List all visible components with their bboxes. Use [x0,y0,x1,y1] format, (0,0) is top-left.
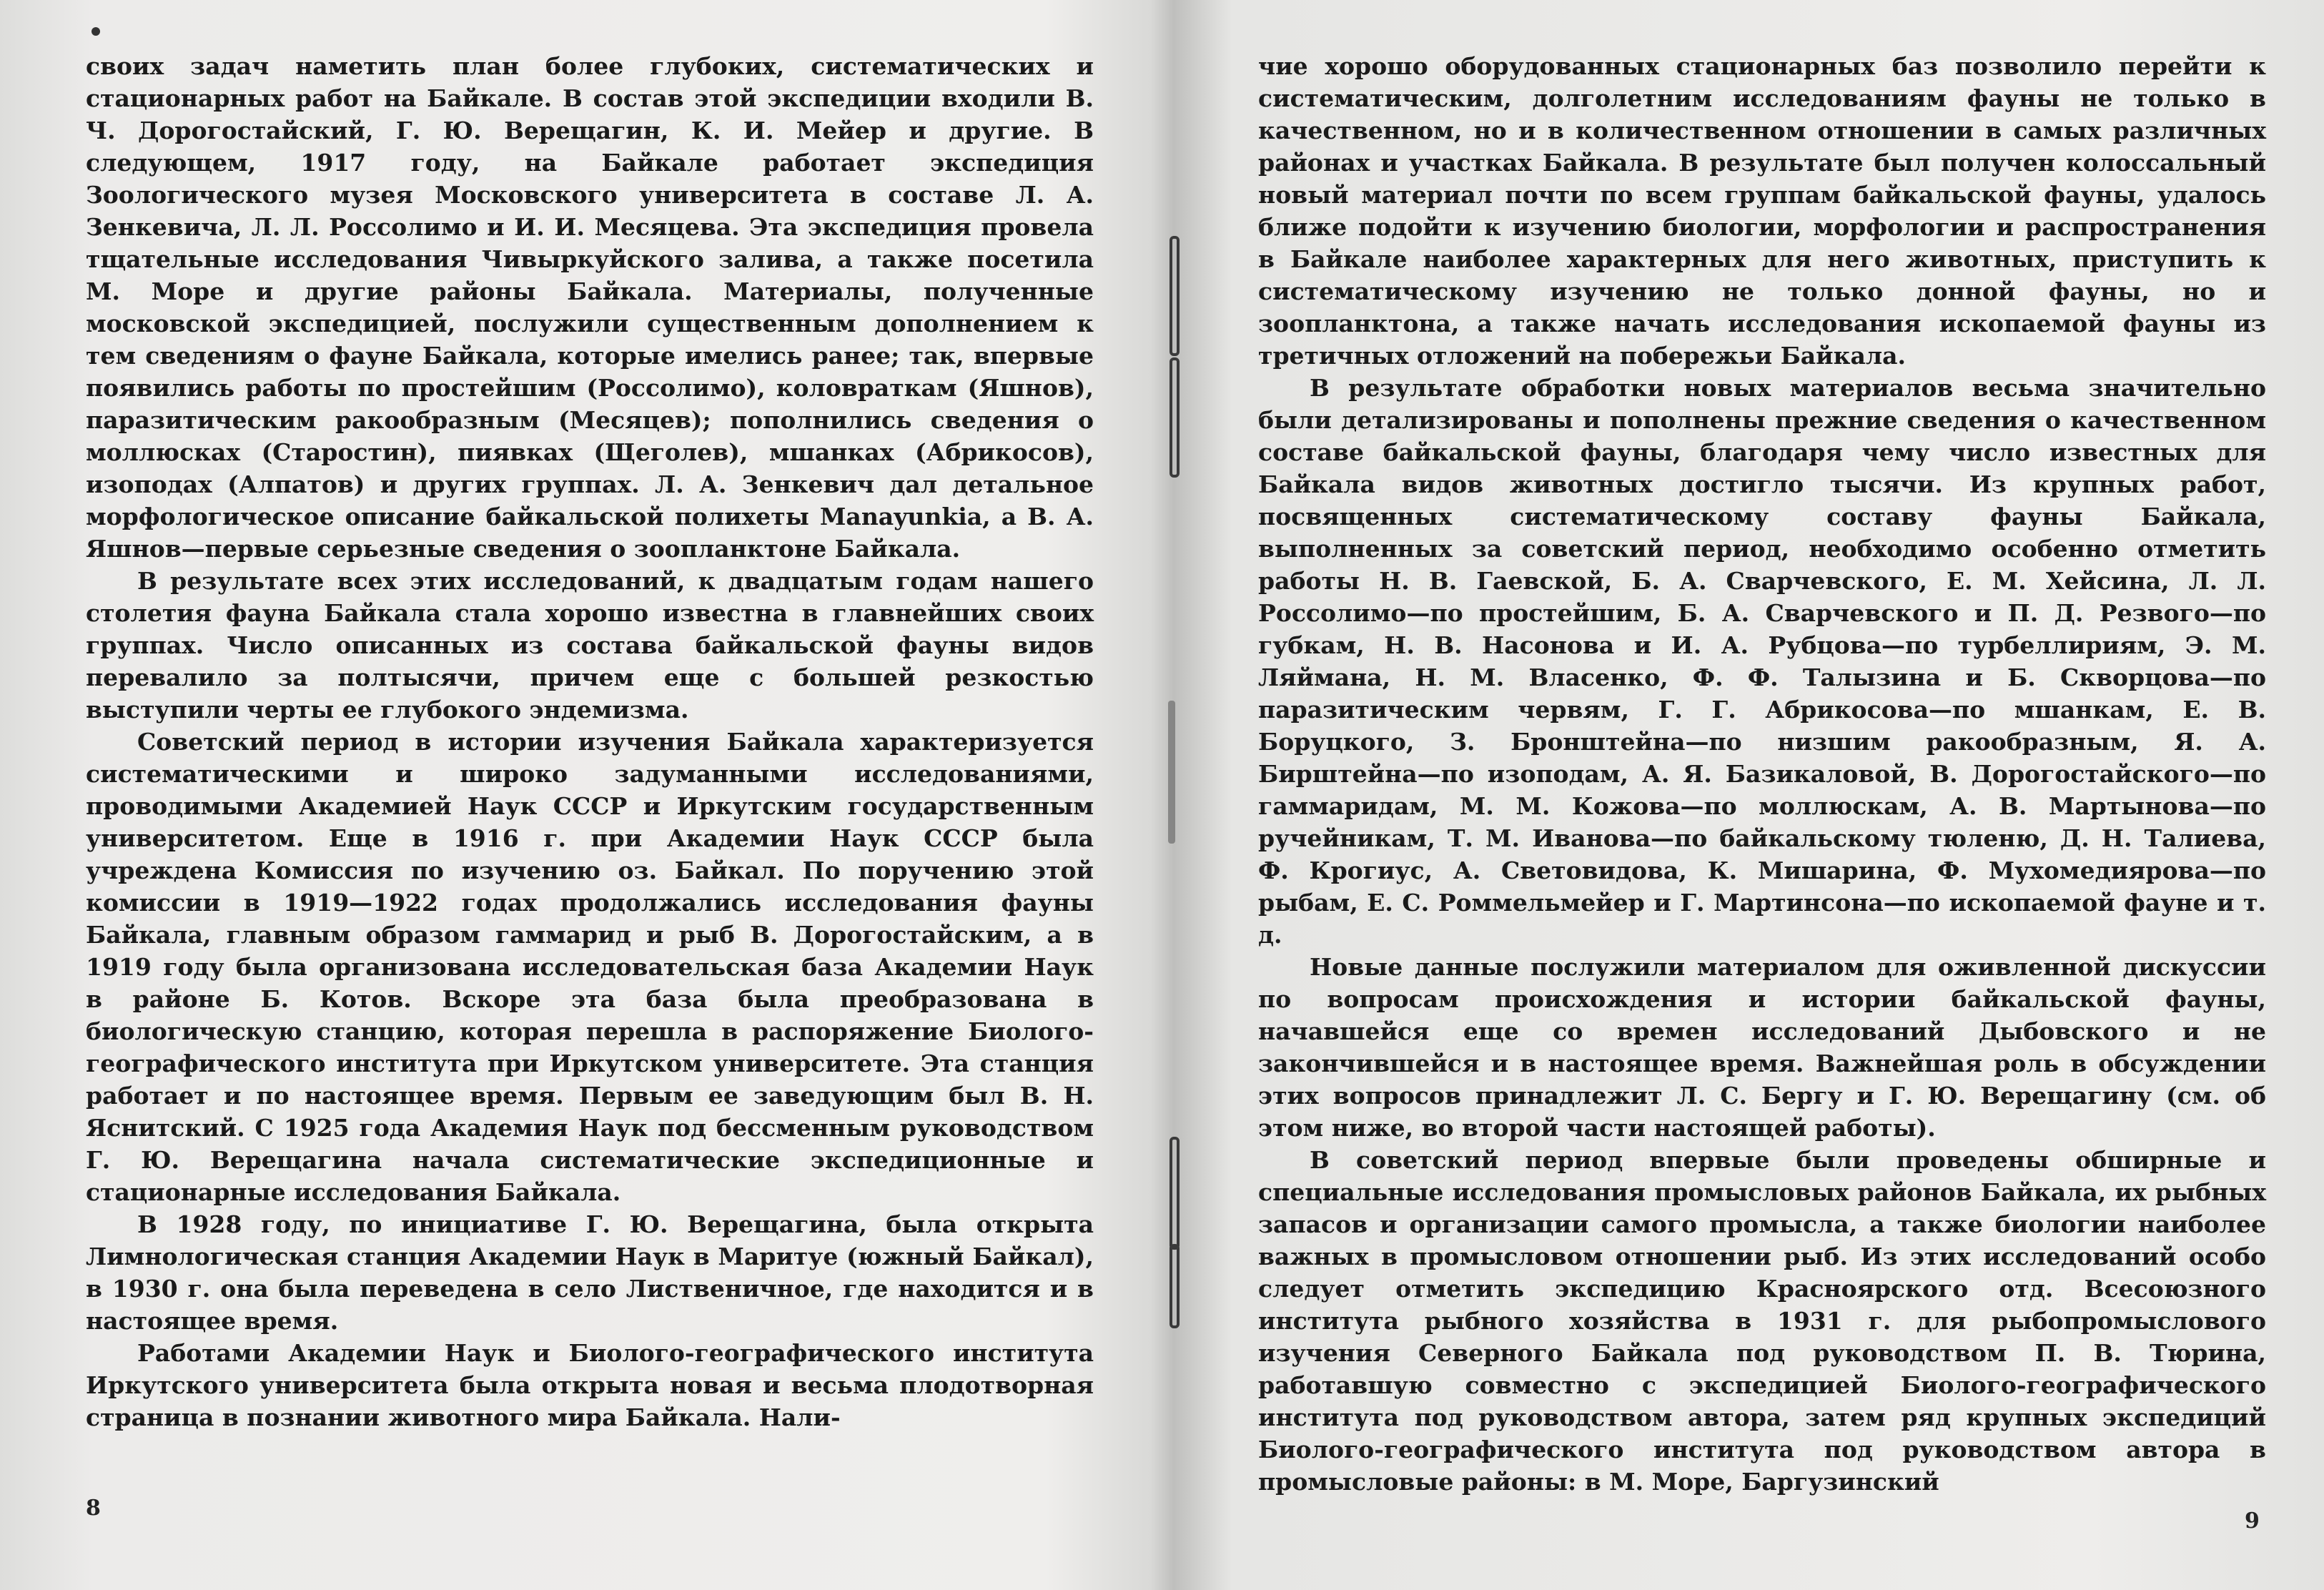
left-page-number: 8 [86,1496,101,1521]
right-paragraph-2: В результате обработки новых материалов весьма значительно были детализированы и пополнены прежние сведения о качественном составе байкальской фауны, благодаря чему число известных для Байкала видов животных достигло тысячи. Из крупных работ, посвященных систематическому составу фауны Байкала, выполненных за советский период, необходимо особенно отметить работы Н. В. Гаевской, Б. А. Сварчевского, Е. М. Хейсина, Л. Л. Россолимо—по простейшим, Б. А. Сварчевского и П. Д. Резвого—по губкам, Н. В. Насонова и И. А. Рубцова—по турбеллириям, Э. М. Ляймана, Н. М. Власенко, Ф. Ф. Талызина и Б. Скворцова—по паразитическим червям, Г. Г. Абрикосова—по мшанкам, Е. В. Боруцкого, З. Бронштейна—по низшим ракообразным, Я. А. Бирштейна—по изоподам, А. Я. Базикаловой, В. Дорогостайского—по гаммаридам, М. М. Кожова—по моллюскам, А. В. Мартынова—по ручейникам, Т. М. Иванова—по байкальскому тюленю, Д. Н. Талиева, Ф. Крогиус, А. Световидова, К. Мишарина, Ф. Мухомедиярова—по рыбам, Е. С. Роммельмейер и Г. Мартинсона—по ископаемой фауне и т. д. [1258,374,2266,949]
right-paragraph-4: В советский период впервые были проведены обширные и специальные исследования промысловых районов Байкала, их рыбных запасов и организации самого промысла, а также биологии наиболее важных в промысловом отношении рыб. Из этих исследований особо следует отметить экспедицию Красноярского отд. Всесоюзного института рыбного хозяйства в 1931 г. для рыбопромыслового изучения Северного Байкала под руководством П. В. Тюрина, работавшую совместно с экспедицией Биолого-географического института под руководством автора, затем ряд крупных экспедиций Биолого-географического института под руководством автора в промысловые районы: в М. Море, Баргузинский [1258,1146,2266,1496]
binding-stitch-bottom [1170,1244,1180,1328]
left-paragraph-4: В 1928 году, по инициативе Г. Ю. Верещагина, была открыта Лимнологическая станция Академии Наук в Маритуе (южный Байкал), в 1930 г. она была переведена в село Лиственичное, где находится и в настоящее время. [86,1210,1094,1335]
ink-dot [92,27,100,36]
left-paragraph-5: Работами Академии Наук и Биолого-географического института Иркутского университета была открыта новая и весьма плодотворная страница в познании животного мира Байкала. Нали- [86,1339,1094,1431]
left-paragraph-1: своих задач наметить план более глубоких, систематических и стационарных работ на Байкале. В состав этой экспедиции входили В. Ч. Дорогостайский, Г. Ю. Верещагин, К. И. Мейер и другие. В следующем, 1917 году, на Байкале работает экспедиция Зоологического музея Московского университета в составе Л. А. Зенкевича, Л. Л. Россолимо и И. И. Месяцева. Эта экспедиция провела тщательные исследования Чивыркуйского залива, а также посетила М. Море и другие районы Байкала. Материалы, полученные московской экспедицией, послужили существенным дополнением к тем сведениям о фауне Байкала, которые имелись ранее; так, впервые появились работы по простейшим (Россолимо), коловраткам (Яшнов), паразитическим ракообразным (Месяцев); пополнились сведения о моллюсках (Старостин), пиявках (Щеголев), мшанках (Абрикосов), изоподах (Алпатов) и других группах. Л. А. Зенкевич дал детальное морфологическое описание байкальской полихеты Manayunkia, а В. А. Яшнов—первые серьезные сведения о зоопланктоне Байкала. [86,52,1094,563]
right-page [1258,50,2266,1551]
binding-stitch-top [1170,236,1180,356]
gutter-shadow-mark [1168,701,1175,844]
left-paragraph-3: Советский период в истории изучения Байкала характеризуется систематическими и широко задуманными исследованиями, проводимыми Академией Наук СССР и Иркутским государственным университетом. Еще в 1916 г. при Академии Наук СССР была учреждена Комиссия по изучению оз. Байкал. По поручению этой комиссии в 1919—1922 годах продолжались исследования фауны Байкала, главным образом гаммарид и рыб В. Дорогостайским, а в 1919 году была организована исследовательская база Академии Наук в районе Б. Котов. Вскоре эта база была преобразована в биологическую станцию, которая перешла в распоряжение Биолого-географического института при Иркутском университете. Эта станция работает и по настоящее время. Первым ее заведующим был В. Н. Яснитский. С 1925 года Академия Наук под бессменным руководством Г. Ю. Верещагина начала систематические экспедиционные и стационарные исследования Байкала. [86,728,1094,1206]
right-paragraph-1: чие хорошо оборудованных стационарных баз позволило перейти к систематическим, долголетним исследованиям фауны не только в качественном, но и в количественном отношении в самых различных районах и участках Байкала. В результате был получен колоссальный новый материал почти по всем группам байкальской фауны, удалось ближе подойти к изучению биологии, морфологии и распространения в Байкале наиболее характерных для него животных, приступить к систематическому изучению не только донной фауны, но и зоопланктона, а также начать исследования ископаемой фауны из третичных отложений на побережьи Байкала. [1258,52,2266,370]
binding-stitch-upper [1170,357,1180,478]
left-page [86,50,1094,1551]
right-paragraph-3: Новые данные послужили материалом для оживленной дискуссии по вопросам происхождения и истории байкальской фауны, начавшейся еще со времен исследований Дыбовского и не закончившейся и в настоящее время. Важнейшая роль в обсуждении этих вопросов принадлежит Л. С. Бергу и Г. Ю. Верещагину (см. об этом ниже, во второй части настоящей работы). [1258,953,2266,1142]
binding-stitch-lower [1170,1137,1180,1250]
right-page-number: 9 [2245,1508,2260,1534]
left-paragraph-2: В результате всех этих исследований, к двадцатым годам нашего столетия фауна Байкала стала хорошо известна в главнейших своих группах. Число описанных из состава байкальской фауны видов перевалило за полтысячи, причем еще с большей резкостью выступили черты ее глубокого эндемизма. [86,567,1094,724]
